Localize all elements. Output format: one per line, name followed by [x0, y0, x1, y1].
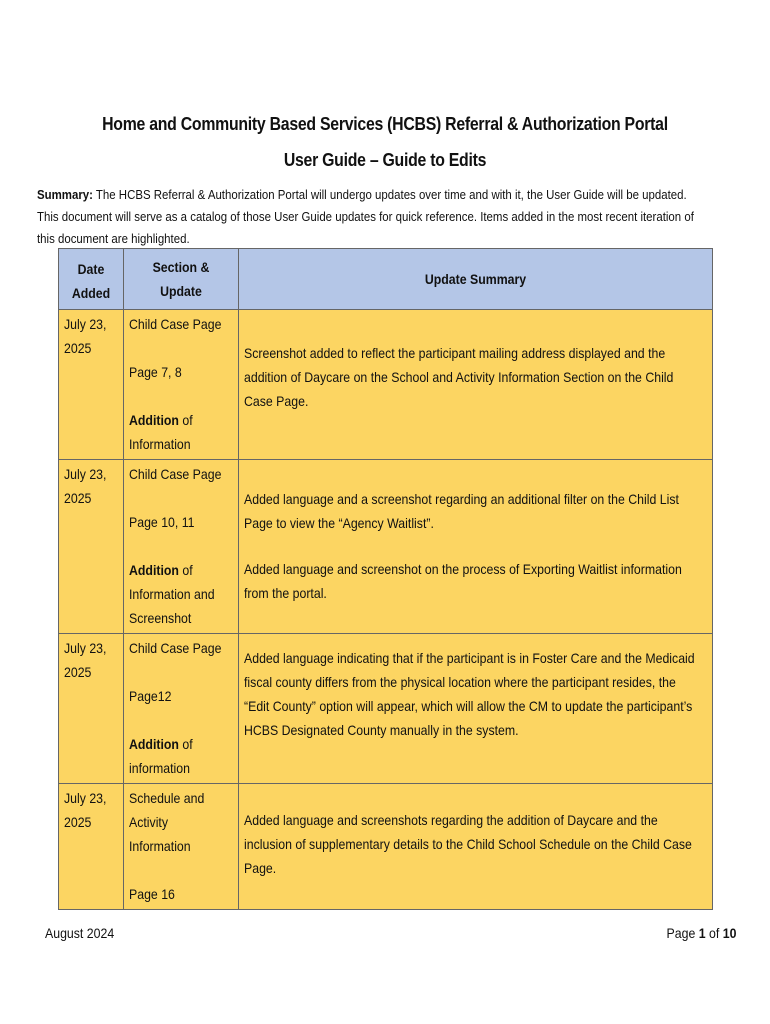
date-cell: July 23, 2025: [59, 634, 124, 784]
header-section-update: Section & Update: [124, 249, 239, 310]
summary-cell: Added language and screenshots regarding the addition of Daycare and the inclusion of supplementary details to the Child School Schedule on the Child Case Page.: [239, 784, 713, 910]
footer-date: August 2024: [45, 925, 115, 941]
document-title: Home and Community Based Services (HCBS) Referral & Authorization Portal: [102, 114, 668, 134]
table-row: [59, 634, 713, 784]
header-date-added: Date Added: [59, 249, 124, 310]
summary-label: Summary:: [37, 187, 93, 202]
table-header-row: [59, 249, 713, 310]
date-cell: July 23, 2025: [59, 784, 124, 910]
section-cell: Child Case Page Page12 Addition of information: [124, 634, 239, 784]
section-cell: Schedule and Activity Information Page 16: [124, 784, 239, 910]
date-cell: July 23, 2025: [59, 310, 124, 460]
date-cell: July 23, 2025: [59, 460, 124, 634]
summary-paragraph: [37, 184, 706, 250]
summary-cell: Screenshot added to reflect the participant mailing address displayed and the addition of Daycare on the School and Activity Information Section on the Child Case Page.: [239, 310, 713, 460]
summary-text: The HCBS Referral & Authorization Portal will undergo updates over time and with it, the User Guide will be updated. This document will serve as a catalog of those User Guide updates for quick reference. Items added in the most recent iteration of this document are highlighted.: [37, 187, 694, 246]
page-number: Page 1 of 10: [666, 925, 736, 941]
document-subtitle: User Guide – Guide to Edits: [283, 150, 487, 170]
edits-table: [58, 248, 713, 910]
summary-cell: Added language indicating that if the participant is in Foster Care and the Medicaid fiscal county differs from the physical location where the participant resides, the “Edit County” option will appear, which will allow the CM to update the participant’s HCBS Designated County manually in the system.: [239, 634, 713, 784]
section-cell: Child Case Page Page 10, 11 Addition of Information and Screenshot: [124, 460, 239, 634]
summary-cell: Added language and a screenshot regarding an additional filter on the Child List Page to view the “Agency Waitlist”. Added language and screenshot on the process of Exporting Waitlist information from the portal.: [239, 460, 713, 634]
section-cell: Child Case Page Page 7, 8 Addition of Information: [124, 310, 239, 460]
header-update-summary: Update Summary: [239, 249, 713, 310]
table-row: [59, 460, 713, 634]
table-row: [59, 784, 713, 910]
table-row: [59, 310, 713, 460]
